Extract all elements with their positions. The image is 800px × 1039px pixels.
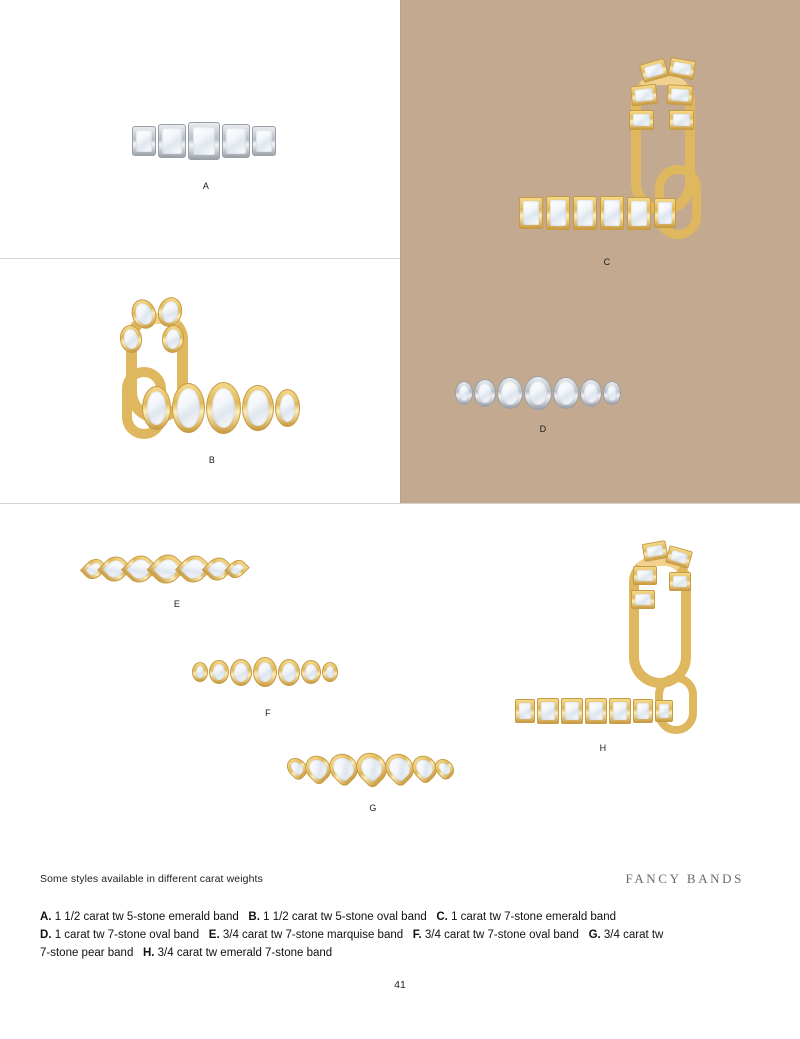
- bezel-stone: [206, 382, 241, 434]
- bezel-stone: [222, 124, 250, 158]
- legend-key: C.: [436, 911, 448, 923]
- bezel-stone: [666, 84, 693, 106]
- legend-text: 3/4 carat tw: [603, 929, 664, 941]
- legend-text: 3/4 carat tw emerald 7-stone band: [157, 947, 333, 959]
- section-title: FANCY BANDS: [625, 871, 744, 886]
- bezel-stone: [519, 197, 543, 229]
- bezel-stone: [322, 662, 338, 682]
- panel-divider-horizontal-bottom: [0, 503, 800, 504]
- caption-h: H: [599, 743, 607, 753]
- bezel-stone: [524, 376, 552, 410]
- ring-h-image: [505, 540, 705, 730]
- caption-d: D: [539, 424, 547, 434]
- bezel-stone: [669, 110, 694, 130]
- bezel-stone: [573, 196, 597, 230]
- panel-divider-vertical: [400, 0, 401, 503]
- bezel-stone: [580, 379, 602, 407]
- bezel-stone: [553, 377, 579, 409]
- bezel-stone: [278, 659, 300, 686]
- legend-key: A.: [40, 911, 52, 923]
- bezel-stone: [497, 377, 523, 409]
- legend-line: [40, 926, 760, 944]
- bezel-stone: [474, 379, 496, 407]
- bezel-stone: [142, 386, 171, 430]
- legend-key: B.: [248, 911, 260, 923]
- bezel-stone: [537, 698, 559, 724]
- bezel-stone: [600, 196, 624, 230]
- bezel-stone: [132, 126, 156, 156]
- bezel-stone: [654, 198, 676, 228]
- bezel-stone: [172, 383, 205, 433]
- legend-text: 1 carat tw 7-stone oval band: [54, 929, 200, 941]
- bezel-stone: [585, 698, 607, 724]
- legend-text: 1 1/2 carat tw 5-stone oval band: [263, 911, 427, 923]
- legend-text: 7-stone pear band: [40, 947, 134, 959]
- caption-e: E: [173, 599, 181, 609]
- caption-b: B: [208, 455, 216, 465]
- legend-key: D.: [40, 929, 52, 941]
- legend-text: 3/4 carat tw 7-stone oval band: [424, 929, 579, 941]
- panel-divider-horizontal-top: [0, 258, 400, 259]
- bezel-stone: [158, 124, 186, 158]
- caption-c: C: [603, 257, 611, 267]
- ring-g-image: [283, 750, 458, 788]
- legend-text: 1 1/2 carat tw 5-stone emerald band: [54, 911, 239, 923]
- caption-a: A: [202, 181, 210, 191]
- bezel-stone: [275, 389, 300, 427]
- legend-line: [40, 944, 760, 962]
- ring-f-image: [182, 655, 347, 691]
- bezel-stone: [609, 698, 631, 724]
- bezel-stone: [455, 381, 473, 405]
- bezel-stone: [655, 700, 673, 722]
- bezel-stone: [224, 556, 249, 581]
- bezel-stone: [252, 126, 276, 156]
- bezel-stone: [603, 381, 621, 405]
- bezel-stone: [561, 698, 583, 724]
- ring-b-image: [110, 295, 300, 445]
- legend-key: G.: [588, 929, 601, 941]
- bezel-stone: [633, 699, 653, 723]
- legend-text: 3/4 carat tw 7-stone marquise band: [222, 929, 404, 941]
- legend-key: H.: [142, 947, 155, 959]
- bezel-stone: [253, 657, 277, 687]
- legend-line: [40, 908, 760, 926]
- page-number: 41: [394, 979, 406, 991]
- caption-f: F: [265, 708, 271, 718]
- availability-note: Some styles available in different carat weights: [40, 873, 263, 885]
- bezel-stone: [431, 755, 458, 782]
- bezel-stone: [627, 197, 651, 230]
- legend-text: 1 carat tw 7-stone emerald band: [451, 911, 616, 923]
- legend-key: E.: [208, 929, 220, 941]
- legend-block: [40, 908, 760, 962]
- bezel-stone: [629, 110, 654, 130]
- bezel-stone: [515, 699, 535, 723]
- bezel-stone: [630, 84, 658, 107]
- bezel-stone: [301, 660, 321, 684]
- caption-g: G: [369, 803, 377, 813]
- bezel-stone: [209, 660, 229, 684]
- bezel-stone: [633, 566, 657, 585]
- bezel-stone: [546, 196, 570, 230]
- bezel-stone: [242, 385, 273, 431]
- bezel-stone: [188, 122, 220, 160]
- bezel-stone: [631, 590, 655, 609]
- ring-d-image: [452, 372, 624, 416]
- ring-c-image: [505, 55, 720, 250]
- legend-key: F.: [412, 929, 422, 941]
- ring-e-image: [80, 552, 250, 588]
- bezel-stone: [669, 572, 691, 591]
- bezel-stone: [192, 662, 208, 682]
- ring-a-image: [118, 118, 290, 166]
- bezel-stone: [230, 659, 252, 686]
